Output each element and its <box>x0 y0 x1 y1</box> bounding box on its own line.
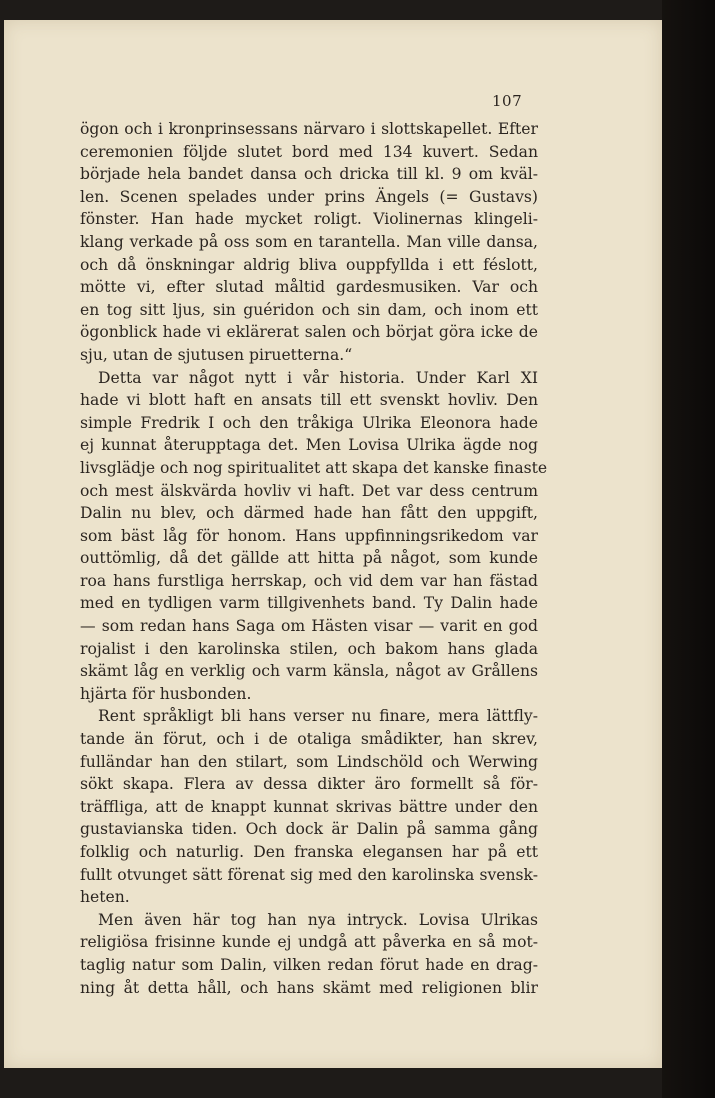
text-line: klang verkade på oss som en tarantella. Man ville dansa, <box>80 232 538 251</box>
text-line: skämt låg en verklig och varm känsla, något av Grållens <box>80 662 538 681</box>
text-line: taglig natur som Dalin, vilken redan förut hade en drag- <box>80 955 538 974</box>
text-line: folklig och naturlig. Den franska elegansen har på ett <box>80 843 538 861</box>
text-line: sju, utan de sjutusen piruetterna.“ <box>80 345 353 364</box>
text-line: fönster. Han hade mycket roligt. Violinernas klingeli- <box>80 210 538 229</box>
text-line: heten. <box>80 888 130 907</box>
text-line: ceremonien följde slutet bord med 134 kuvert. Sedan <box>80 142 538 161</box>
text-line: fullt otvunget sätt förenat sig med den karolinska svensk- <box>80 865 538 884</box>
text-line: roa hans furstliga herrskap, och vid dem var han fästad <box>80 571 538 590</box>
text-line: ögon och i kronprinsessans närvaro i slottskapellet. Efter <box>80 120 538 138</box>
text-line: sökt skapa. Flera av dessa dikter äro formellt så för- <box>80 775 538 794</box>
text-line: och då önskningar aldrig bliva ouppfyllda i ett féslott, <box>80 255 538 274</box>
text-line: Detta var något nytt i vår historia. Under Karl XI <box>98 368 538 387</box>
text-line: — som redan hans Saga om Hästen visar — varit en god <box>80 617 538 636</box>
text-line: och mest älskvärda hovliv vi haft. Det var dess centrum <box>80 481 538 500</box>
text-line: rojalist i den karolinska stilen, och bakom hans glada <box>80 639 538 658</box>
text-line: Dalin nu blev, och därmed hade han fått den uppgift, <box>80 504 538 523</box>
page-number: 107 <box>492 92 523 110</box>
text-line: len. Scenen spelades under prins Ängels (= Gustavs) <box>80 187 538 206</box>
text-line: ögonblick hade vi eklärerat salen och börjat göra icke de <box>80 323 538 342</box>
text-line: outtömlig, då det gällde att hitta på något, som kunde <box>80 549 538 568</box>
text-line: tande än förut, och i de otaliga smådikter, han skrev, <box>80 730 538 749</box>
text-line: mötte vi, efter slutad måltid gardesmusiken. Var och <box>80 278 538 297</box>
text-line: livsglädje och nog spiritualitet att skapa det kanske finaste <box>80 458 548 477</box>
text-line: simple Fredrik I och den tråkiga Ulrika Eleonora hade <box>80 413 538 432</box>
text-line: fulländar han den stilart, som Lindschöld och Werwing <box>80 752 538 771</box>
text-line: började hela bandet dansa och dricka till kl. 9 om kväl- <box>80 165 538 184</box>
text-line: religiösa frisinne kunde ej undgå att påverka en så mot- <box>80 933 538 952</box>
text-line: ej kunnat återupptaga det. Men Lovisa Ulrika ägde nog <box>80 436 538 455</box>
text-line: träffliga, att de knappt kunnat skrivas bättre under den <box>80 797 538 816</box>
text-line: Rent språkligt bli hans verser nu finare, mera lättfly- <box>98 707 538 726</box>
text-line: en tog sitt ljus, sin guéridon och sin dam, och inom ett <box>80 300 538 319</box>
text-line: Men även här tog han nya intryck. Lovisa Ulrikas <box>98 910 538 929</box>
text-line: med en tydligen varm tillgivenhets band. Ty Dalin hade <box>80 594 538 613</box>
text-line: hjärta för husbonden. <box>80 684 252 703</box>
book-edge-shadow <box>662 0 715 1098</box>
text-line: hade vi blott haft en ansats till ett svenskt hovliv. Den <box>80 391 538 410</box>
body-text <box>80 118 548 999</box>
text-line: ning åt detta håll, och hans skämt med religionen blir <box>80 978 538 997</box>
text-line: som bäst låg för honom. Hans uppfinningsrikedom var <box>80 526 538 545</box>
text-line: gustavianska tiden. Och dock är Dalin på samma gång <box>80 820 538 839</box>
